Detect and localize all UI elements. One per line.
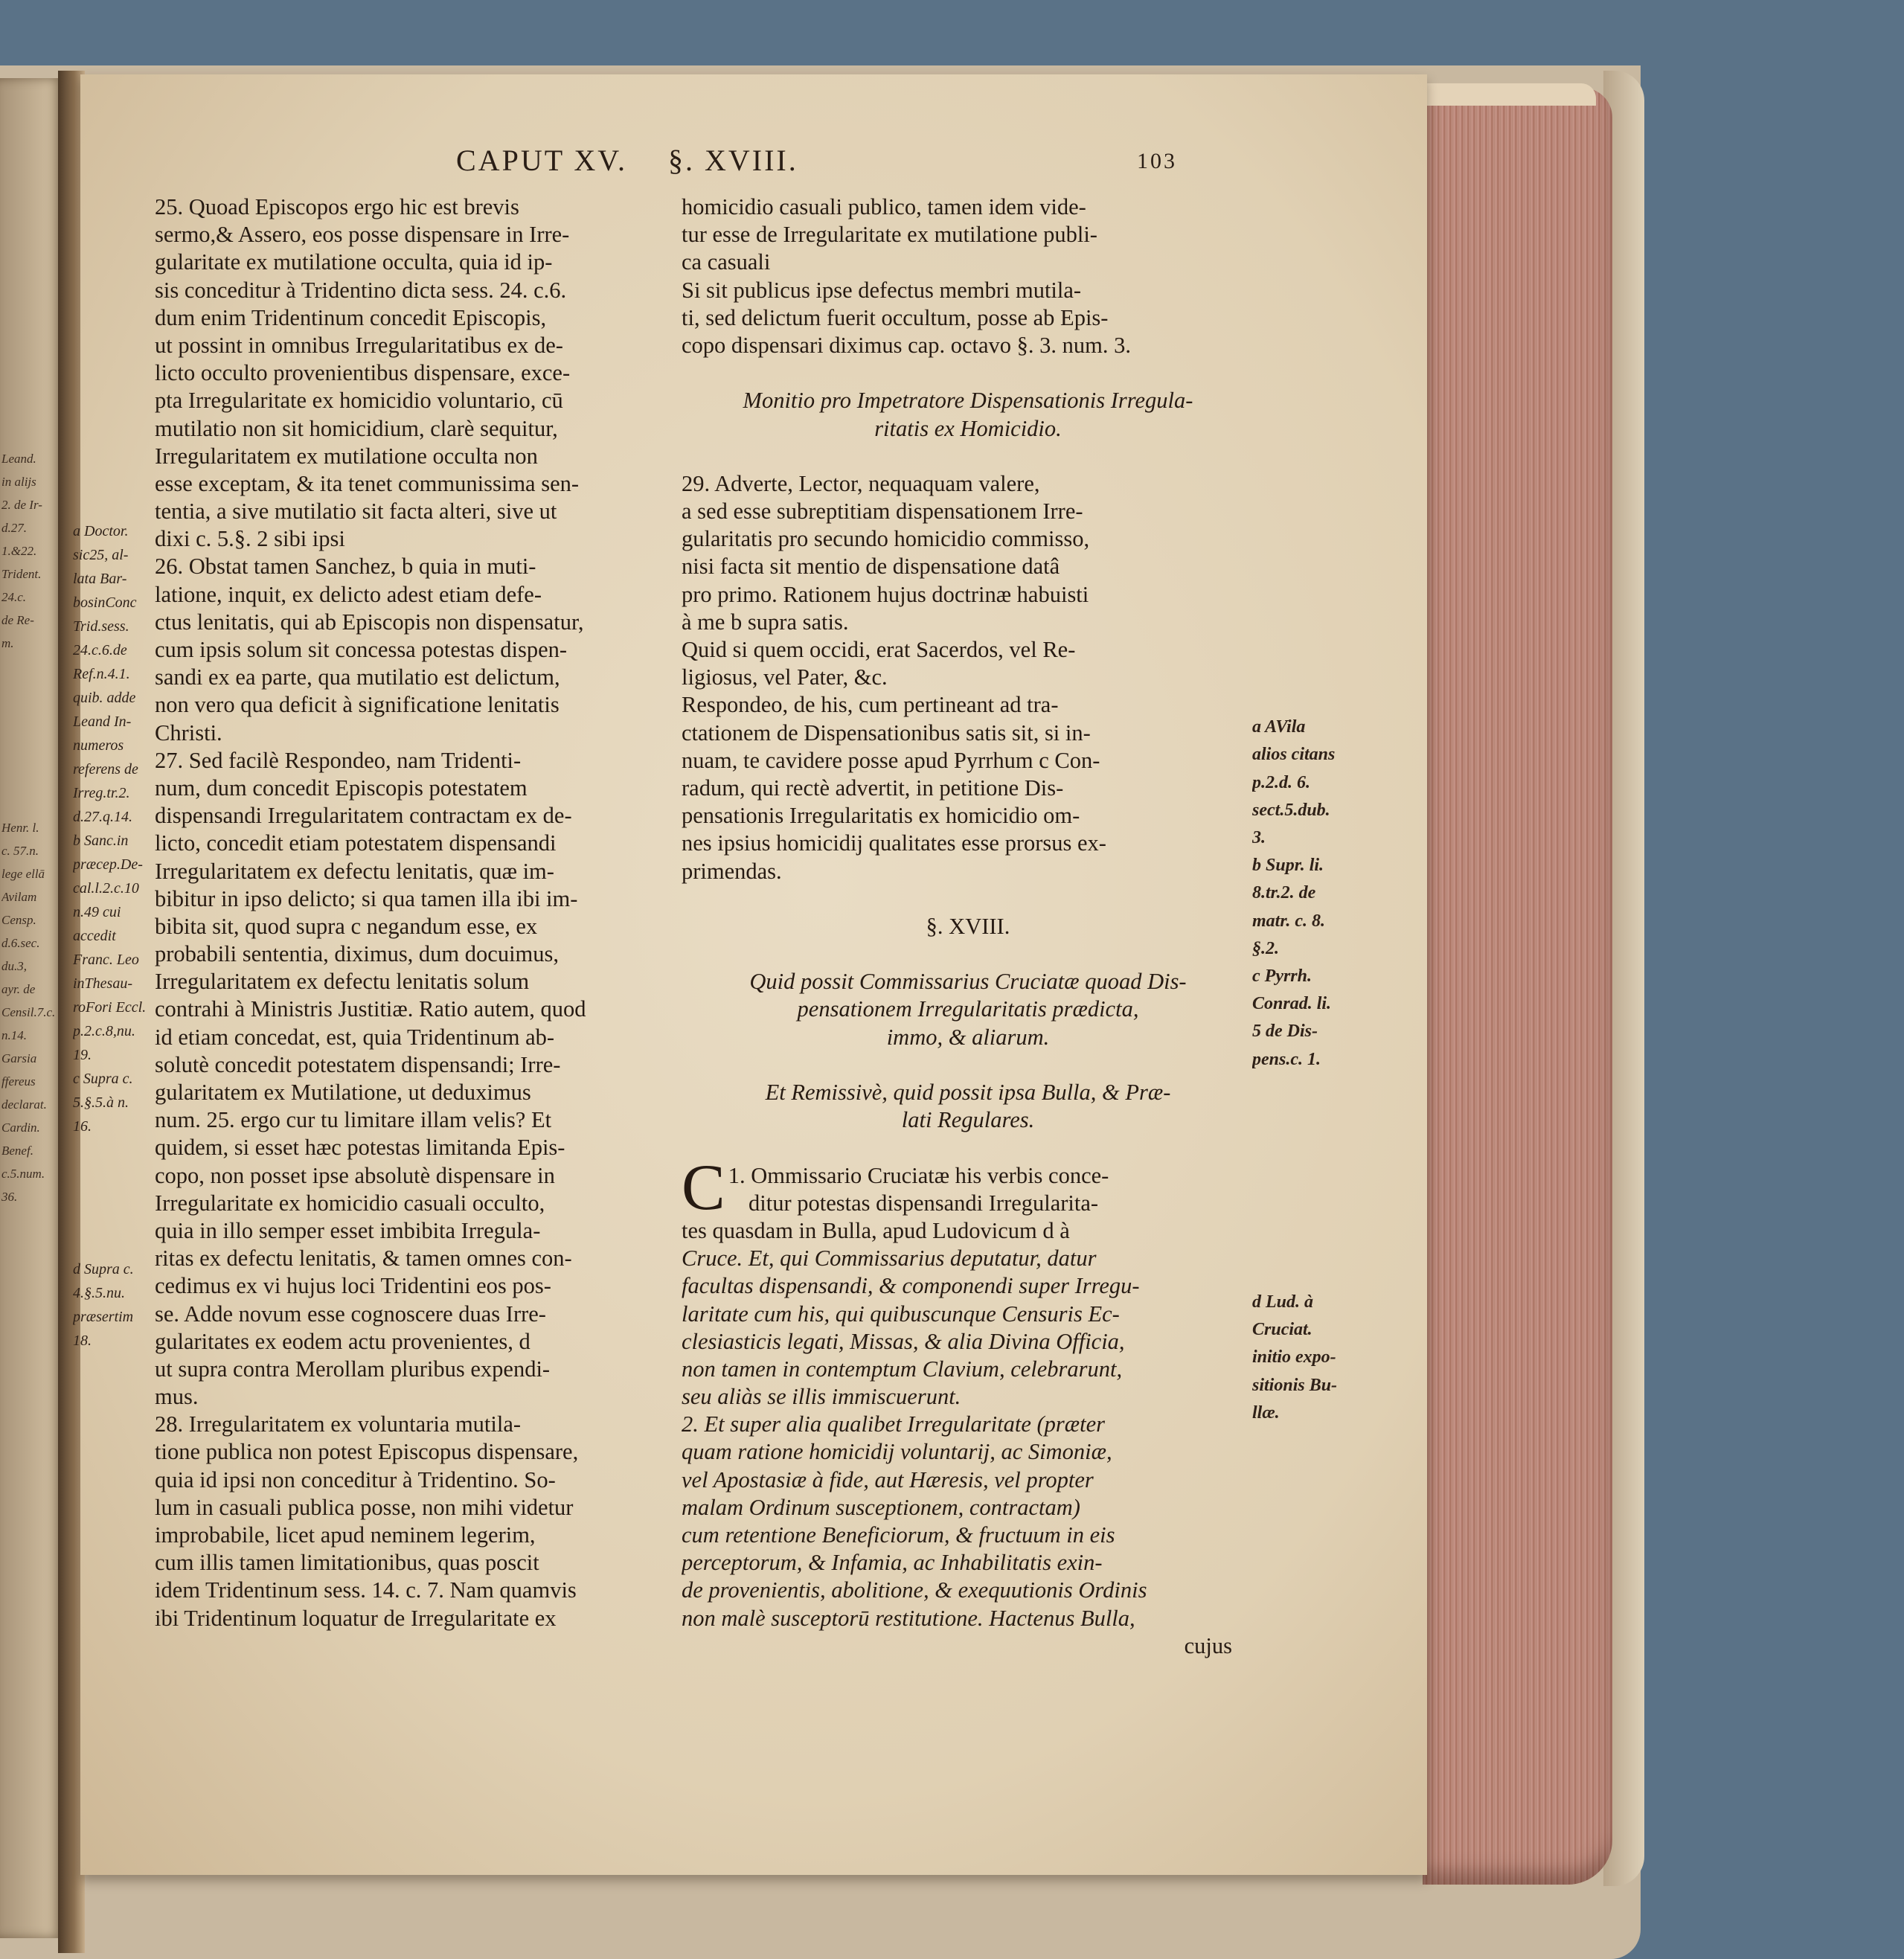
- right-column-line: seu aliàs se illis immiscuerunt.: [682, 1384, 961, 1410]
- left-column-line: dispensandi Irregularitatem contractam ex de-: [155, 803, 572, 829]
- page-fore-edge: [1423, 88, 1612, 1885]
- right-column-line: nisi facta sit mentio de dispensatione datâ: [682, 554, 1060, 580]
- left-column-line: pta Irregularitate ex homicidio voluntario, cū: [155, 388, 563, 414]
- previous-page-note-line: 36.: [1, 1190, 18, 1204]
- previous-page-note-line: [1, 78, 61, 101]
- left-column-line: mutilatio non sit homicidium, clarè sequitur,: [155, 415, 558, 441]
- previous-page-note-line: [1, 678, 61, 701]
- previous-page-note-line: Henr. l.: [1, 821, 39, 835]
- right-column-line: Cruce. Et, qui Commissarius deputatur, datur: [682, 1245, 1097, 1272]
- previous-page-note-line: [1, 378, 61, 401]
- left-column-line: Irregularitatem ex defectu lenitatis solum: [155, 969, 530, 995]
- margin-note-line: d Lud. à: [1252, 1292, 1314, 1312]
- right-column-line: a sed esse subreptitiam dispensationem Irre-: [682, 498, 1083, 525]
- right-column-line: copo dispensari diximus cap. octavo §. 3. num. 3.: [682, 332, 1131, 358]
- right-margin-notes: [1252, 193, 1364, 1086]
- margin-note-line: quib. adde: [73, 690, 136, 706]
- previous-page-margin-notes: [1, 78, 61, 1938]
- previous-page-note-line: Trident.: [1, 567, 42, 581]
- previous-page-note-line: in alijs: [1, 475, 36, 489]
- right-column-line: ti, sed delictum fuerit occultum, posse ab Epis-: [682, 304, 1109, 330]
- left-column-line: ut possint in omnibus Irregularitatibus ex de-: [155, 332, 563, 358]
- right-column-line: non malè susceptorū restitutione. Hactenus Bulla,: [682, 1605, 1135, 1631]
- left-text-column: [155, 193, 668, 1860]
- right-column-line: 2. Et super alia qualibet Irregularitate (præter: [682, 1411, 1106, 1437]
- right-column-line: facultas dispensandi, & componendi super Irregu-: [682, 1273, 1140, 1299]
- right-column-line: Ommissario Cruciatæ his verbis conce-: [751, 1162, 1109, 1188]
- right-column-line: Si sit publicus ipse defectus membri mutila-: [682, 277, 1082, 303]
- left-column-line: tentia, a sive mutilatio sit facta alteri, sive ut: [155, 498, 557, 525]
- left-column-line: cum illis tamen limitationibus, quas poscit: [155, 1550, 539, 1576]
- left-column-line: licto occulto provenientibus dispensare, exce-: [155, 360, 571, 386]
- monitio-heading-line: Monitio pro Impetratore Dispensationis Irregula-: [743, 388, 1193, 414]
- margin-note-line: cal.l.2.c.10: [73, 880, 139, 897]
- margin-note-line: c Pyrrh.: [1252, 966, 1312, 986]
- section-heading-line: immo, & aliarum.: [886, 1024, 1050, 1050]
- left-column-line: mus.: [155, 1384, 199, 1410]
- left-column-line: latione, inquit, ex delicto adest etiam defe-: [155, 581, 542, 607]
- left-column-line: tione publica non potest Episcopus dispensare,: [155, 1439, 579, 1465]
- previous-page-note-line: c.5.num.: [1, 1167, 45, 1181]
- previous-page-note-line: [1, 747, 61, 770]
- left-margin-notes: [73, 519, 147, 1635]
- margin-note-line: [73, 1210, 147, 1234]
- margin-note-line: a AVila: [1252, 717, 1306, 737]
- margin-note-line: b Sanc.in: [73, 833, 129, 849]
- left-column-line: cum ipsis solum sit concessa potestas dispen-: [155, 637, 568, 662]
- left-column-line: ut supra contra Merollam pluribus expendi-: [155, 1356, 551, 1382]
- margin-note-line: præcep.De-: [73, 856, 143, 873]
- margin-note-line: 5.§.5.à n.: [73, 1094, 129, 1111]
- section-heading-line: Quid possit Commissarius Cruciatæ quoad Dis-: [749, 969, 1187, 995]
- previous-page-note-line: [1, 217, 61, 240]
- right-column-line: de provenientis, abolitione, & exequutionis Ordinis: [682, 1577, 1147, 1603]
- margin-note-line: [73, 1138, 147, 1162]
- previous-page-note-line: [1, 332, 61, 355]
- spacer: [682, 940, 1254, 968]
- left-column-line: probabili sententia, diximus, dum docuimus,: [155, 941, 560, 967]
- right-margin-notes-lower: [1252, 1289, 1364, 1437]
- right-column-line: cum retentione Beneficiorum, & fructuum in eis: [682, 1522, 1115, 1548]
- drop-cap: C: [682, 1151, 725, 1224]
- previous-page-note-line: [1, 655, 61, 678]
- right-column-line: 29. Adverte, Lector, nequaquam valere,: [682, 470, 1040, 496]
- left-column-line: quidem, si esset hæc potestas limitanda Epis-: [155, 1135, 565, 1161]
- spacer: [682, 885, 1254, 913]
- left-column-line: num, dum concedit Episcopis potestatem: [155, 775, 528, 801]
- previous-page-note-line: Leand.: [1, 452, 36, 466]
- right-column-line: radum, qui rectè advertit, in petitione Dis-: [682, 775, 1064, 801]
- previous-page-note-line: [1, 147, 61, 170]
- left-column-line: ritas ex defectu lenitatis, & tamen omnes con-: [155, 1245, 572, 1272]
- previous-page-note-line: [1, 424, 61, 447]
- left-column-line: lum in casuali publica posse, non mihi videtur: [155, 1494, 574, 1520]
- previous-page-note-line: Garsia: [1, 1051, 37, 1065]
- right-column-line: ctationem de Dispensationibus satis sit, si in-: [682, 719, 1091, 746]
- previous-page-note-line: c. 57.n.: [1, 844, 39, 858]
- previous-page-note-line: m.: [1, 636, 14, 650]
- previous-page-note-line: [1, 124, 61, 147]
- spacer: [682, 1051, 1254, 1079]
- spacer: [682, 359, 1254, 387]
- left-column-line: quia in illo semper esset imbibita Irregula-: [155, 1217, 541, 1243]
- margin-note-line: pens.c. 1.: [1252, 1049, 1321, 1069]
- left-column-line: sis conceditur à Tridentino dicta sess. 24. c.6.: [155, 277, 567, 303]
- left-column-line: Irregularitatem ex defectu lenitatis, quæ im-: [155, 858, 554, 884]
- right-column-line: nes ipsius homicidij qualitates esse prorsus ex-: [682, 830, 1106, 856]
- previous-page-note-line: [1, 240, 61, 263]
- margin-note-line: Trid.sess.: [73, 618, 129, 635]
- spacer: [682, 443, 1254, 470]
- right-column-line: tes quasdam in Bulla, apud Ludovicum d à: [682, 1217, 1070, 1243]
- book-page: [73, 74, 1427, 1875]
- left-column-line: Irregularitatem ex mutilatione occulta non: [155, 443, 538, 469]
- right-column-line: non tamen in contemptum Clavium, celebrarunt,: [682, 1356, 1123, 1382]
- previous-page-note-line: [1, 170, 61, 193]
- left-column-line: 28. Irregularitatem ex voluntaria mutila-: [155, 1411, 522, 1437]
- previous-page-note-line: declarat.: [1, 1097, 47, 1112]
- previous-page-note-line: Censil.7.c.: [1, 1005, 56, 1019]
- previous-page-note-line: Avilam: [1, 890, 37, 904]
- right-column-line: homicidio casuali publico, tamen idem vide-: [682, 194, 1086, 219]
- margin-note-line: sic25, al-: [73, 547, 129, 563]
- section-title: §. XVIII.: [926, 913, 1010, 939]
- right-column-line: laritate cum his, qui quibuscunque Censuris Ec-: [682, 1301, 1120, 1327]
- catchword: cujus: [1184, 1632, 1232, 1658]
- previous-page-note-line: d.6.sec.: [1, 936, 40, 950]
- running-head-chapter: CAPUT XV.: [456, 144, 628, 177]
- margin-note-line: numeros: [73, 737, 124, 754]
- margin-note-line: Ref.n.4.1.: [73, 666, 130, 682]
- margin-note-line: 16.: [73, 1118, 92, 1135]
- paragraph-number: 1.: [728, 1162, 751, 1188]
- right-column-line: vel Apostasiæ à fide, aut Hæresis, vel propter: [682, 1466, 1094, 1493]
- previous-page-note-line: [1, 286, 61, 309]
- previous-page-note-line: 24.c.: [1, 590, 27, 604]
- running-head: [80, 143, 1427, 179]
- previous-page-note-line: [1, 101, 61, 124]
- previous-page-note-line: ffereus: [1, 1074, 36, 1088]
- left-column-line: gularitate ex mutilatione occulta, quia id ip-: [155, 249, 553, 275]
- margin-note-line: sitionis Bu-: [1252, 1375, 1338, 1395]
- page-number: 103: [1137, 149, 1177, 173]
- page-fore-edge-top: [1425, 83, 1596, 106]
- left-column-line: quia id ipsi non conceditur à Tridentino. So-: [155, 1466, 556, 1493]
- margin-note-line: a Doctor.: [73, 523, 129, 539]
- previous-page-note-line: Benef.: [1, 1144, 33, 1158]
- monitio-heading-line: ritatis ex Homicidio.: [874, 415, 1062, 441]
- right-column-line: tur esse de Irregularitate ex mutilatione publi-: [682, 222, 1097, 248]
- right-column-line: ligiosus, vel Pater, &c.: [682, 664, 888, 690]
- margin-note-line: alios citans: [1252, 745, 1336, 765]
- running-head-section: §. XVIII.: [668, 144, 798, 177]
- margin-note-line: Leand In-: [73, 714, 132, 730]
- right-column-line: ditur potestas dispensandi Irregularita-: [749, 1190, 1099, 1216]
- right-column-line: pensationis Irregularitatis ex homicidio om-: [682, 803, 1080, 829]
- margin-note-line: initio expo-: [1252, 1347, 1336, 1368]
- right-column-line: malam Ordinum susceptionem, contractam): [682, 1494, 1080, 1520]
- left-column-line: 25. Quoad Episcopos ergo hic est brevis: [155, 194, 519, 219]
- left-column-line: esse exceptam, & ita tenet communissima sen-: [155, 470, 580, 496]
- left-column-line: contrahi à Ministris Justitiæ. Ratio autem, quod: [155, 996, 586, 1022]
- margin-note-line: p.2.c.8,nu.: [73, 1023, 135, 1039]
- left-column-line: gularitatem ex Mutilatione, ut deduximus: [155, 1080, 531, 1105]
- margin-note-line: 4.§.5.nu.: [73, 1285, 125, 1301]
- margin-note-line: d Supra c.: [73, 1261, 134, 1277]
- previous-page-note-line: Censp.: [1, 913, 36, 927]
- margin-note-line: Franc. Leo: [73, 952, 139, 968]
- previous-page-note-line: 1.&22.: [1, 544, 37, 558]
- left-column-line: cedimus ex vi hujus loci Tridentini eos pos-: [155, 1273, 551, 1299]
- left-column-line: sermo,& Assero, eos posse dispensare in Irre-: [155, 222, 570, 248]
- right-column-line: quam ratione homicidij voluntarij, ac Simoniæ,: [682, 1439, 1112, 1465]
- margin-note-line: Irreg.tr.2.: [73, 785, 130, 801]
- right-column-line: Quid si quem occidi, erat Sacerdos, vel Re-: [682, 637, 1076, 662]
- previous-page-note-line: [1, 701, 61, 724]
- previous-page-note-line: [1, 724, 61, 747]
- left-column-line: num. 25. ergo cur tu limitare illam velis? Et: [155, 1107, 552, 1133]
- margin-note-line: b Supr. li.: [1252, 856, 1324, 876]
- left-column-line: copo, non posset ipse absolutè dispensare in: [155, 1162, 555, 1188]
- previous-page-note-line: [1, 193, 61, 217]
- previous-page-note-line: d.27.: [1, 521, 27, 535]
- left-column-line: 27. Sed facilè Respondeo, nam Tridenti-: [155, 747, 522, 773]
- right-column-line: Respondeo, de his, cum pertineant ad tra-: [682, 692, 1059, 718]
- margin-note-line: sect.5.dub.: [1252, 800, 1330, 820]
- left-column-line: sandi ex ea parte, qua mutilatio est delictum,: [155, 664, 560, 690]
- margin-note-line: [73, 1186, 147, 1210]
- left-column-line: idem Tridentinum sess. 14. c. 7. Nam quamvis: [155, 1577, 577, 1603]
- right-column-line: clesiasticis legati, Missas, & alia Divina Officia,: [682, 1328, 1125, 1354]
- previous-page-note-line: [1, 401, 61, 424]
- left-column-line: dum enim Tridentinum concedit Episcopis,: [155, 304, 547, 330]
- right-text-column: [682, 193, 1254, 1860]
- previous-page-note-line: lege ellā: [1, 867, 45, 881]
- right-column-line: à me b supra satis.: [682, 609, 849, 635]
- previous-page-note-line: ayr. de: [1, 982, 36, 996]
- left-column-line: bibitur in ipso delicto; si qua tamen illa ibi im-: [155, 885, 578, 911]
- spacer: [682, 1134, 1254, 1161]
- left-column-line: Christi.: [155, 719, 222, 746]
- margin-note-line: 19.: [73, 1047, 92, 1063]
- margin-note-line: præsertim: [73, 1309, 134, 1325]
- right-column-line: gularitatis pro secundo homicidio commisso,: [682, 526, 1090, 552]
- sub-heading-line: lati Regulares.: [901, 1107, 1035, 1133]
- left-column-line: improbabile, licet apud neminem legerim,: [155, 1522, 536, 1548]
- margin-note-line: d.27.q.14.: [73, 809, 132, 825]
- previous-page-note-line: [1, 355, 61, 378]
- right-column-line: primendas.: [682, 858, 782, 884]
- left-column-line: gularitates ex eodem actu provenientes, d: [155, 1328, 531, 1354]
- left-column-line: ctus lenitatis, qui ab Episcopis non dispensatur,: [155, 609, 584, 635]
- left-column-line: id etiam concedat, est, quia Tridentinum ab-: [155, 1024, 555, 1050]
- left-column-line: non vero qua deficit à significatione lenitatis: [155, 692, 560, 718]
- right-column-line: ca casuali: [682, 249, 771, 275]
- previous-page-note-line: [1, 309, 61, 332]
- margin-note-line: [73, 1234, 147, 1257]
- left-column-line: 26. Obstat tamen Sanchez, b quia in muti-: [155, 554, 536, 580]
- margin-note-line: llæ.: [1252, 1402, 1280, 1423]
- margin-note-line: n.49 cui: [73, 904, 121, 920]
- section-heading-line: pensationem Irregularitatis prædicta,: [797, 996, 1139, 1022]
- margin-note-line: inThesau-: [73, 975, 132, 992]
- previous-page-note-line: Cardin.: [1, 1120, 40, 1135]
- previous-page-note-line: [1, 793, 61, 816]
- margin-note-line: [73, 1162, 147, 1186]
- left-column-line: ibi Tridentinum loquatur de Irregularitate ex: [155, 1605, 557, 1631]
- right-column-line: pro primo. Rationem hujus doctrinæ habuisti: [682, 581, 1089, 607]
- left-column-line: Irregularitate ex homicidio casuali occulto,: [155, 1190, 545, 1216]
- margin-note-line: lata Bar-: [73, 571, 127, 587]
- left-column-line: dixi c. 5.§. 2 sibi ipsi: [155, 526, 345, 552]
- margin-note-line: Cruciat.: [1252, 1320, 1312, 1340]
- margin-note-line: 8.tr.2. de: [1252, 883, 1316, 903]
- margin-note-line: §.2.: [1252, 938, 1279, 958]
- margin-note-line: 18.: [73, 1333, 92, 1349]
- previous-page-note-line: [1, 770, 61, 793]
- previous-page-note-line: de Re-: [1, 613, 34, 627]
- margin-note-line: 24.c.6.de: [73, 642, 127, 658]
- previous-page-note-line: n.14.: [1, 1028, 27, 1042]
- margin-note-line: p.2.d. 6.: [1252, 772, 1310, 792]
- previous-page-note-line: 2. de Ir-: [1, 498, 42, 512]
- margin-note-line: 3.: [1252, 828, 1266, 847]
- sub-heading-line: Et Remissivè, quid possit ipsa Bulla, & Præ-: [765, 1080, 1171, 1105]
- margin-note-line: bosinConc: [73, 594, 137, 611]
- left-column-line: se. Adde novum esse cognoscere duas Irre-: [155, 1301, 546, 1327]
- margin-note-line: roFori Eccl.: [73, 999, 147, 1016]
- previous-page-edge: [0, 78, 63, 1938]
- margin-note-line: accedit: [73, 928, 116, 944]
- right-column-line: perceptorum, & Infamia, ac Inhabilitatis exin-: [682, 1550, 1103, 1576]
- margin-note-line: referens de: [73, 761, 138, 777]
- margin-note-line: 5 de Dis-: [1252, 1022, 1318, 1042]
- left-column-line: bibita sit, quod supra c negandum esse, ex: [155, 913, 538, 939]
- margin-note-line: c Supra c.: [73, 1071, 133, 1087]
- previous-page-note-line: du.3,: [1, 959, 27, 973]
- margin-note-line: matr. c. 8.: [1252, 911, 1326, 931]
- previous-page-note-line: [1, 263, 61, 286]
- left-column-line: licto, concedit etiam potestatem dispensandi: [155, 830, 557, 856]
- right-column-line: nuam, te cavidere posse apud Pyrrhum c Con-: [682, 747, 1100, 773]
- margin-note-line: Conrad. li.: [1252, 994, 1332, 1014]
- left-column-line: solutè concedit potestatem dispensandi; Irre-: [155, 1051, 561, 1077]
